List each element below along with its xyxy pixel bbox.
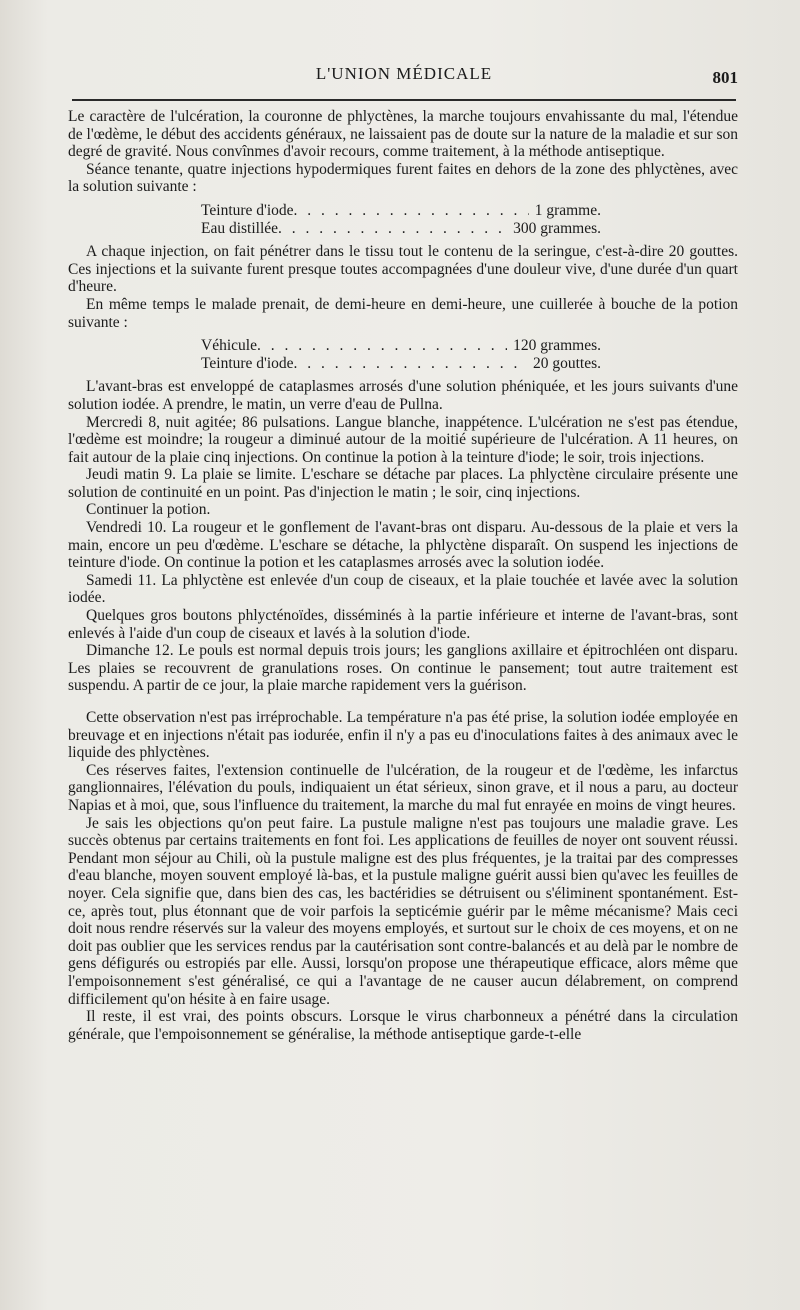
- paragraph: Le caractère de l'ulcération, la couronne de phlyctènes, la marche toujours envahissante du mal, l'étendue de l'œdème, le début des accidents généraux, ne laissaient pas de doute sur la nature de la maladie et sur son degré de gravité. Nous convînmes d'avoir recours, comme traitement, à la méthode antiseptique.: [68, 108, 738, 161]
- leader-dots: [278, 220, 507, 238]
- running-title: L'UNION MÉDICALE: [315, 64, 493, 83]
- paragraph: A chaque injection, on fait pénétrer dans le tissu tout le contenu de la seringue, c'est-à-dire 20 gouttes. Ces injections et la suivante furent presque toutes accompagnées d'une douleur vive, d'une durée d'un quart d'heure.: [68, 243, 738, 296]
- formula-row: [201, 220, 601, 238]
- formula-potion: [201, 337, 738, 372]
- page-header: [70, 62, 738, 92]
- body-text: [68, 108, 738, 1043]
- leader-dots: [294, 202, 529, 220]
- paragraph: Quelques gros boutons phlycténoïdes, disséminés à la partie inférieure et interne de l'avant-bras, sont enlevés à l'aide d'un coup de ciseaux et lavés à la solution d'iode.: [68, 607, 738, 642]
- formula-row: [201, 202, 601, 220]
- paragraph: Ces réserves faites, l'extension continuelle de l'ulcération, de la rougeur et de l'œdème, les infarctus ganglionnaires, l'élévation du pouls, indiquaient un état sérieux, sinon grave, et il nous a paru, au docteur Napias et à moi, que, sous l'influence du traitement, la marche du mal fut enrayée en moins de vingt heures.: [68, 761, 738, 814]
- paragraph: Vendredi 10. La rougeur et le gonflement de l'avant-bras ont disparu. Au-dessous de la plaie et vers la main, encore un peu d'œdème. L'eschare se détache, la phlyctène disparaît. On suspend les injections de teinture d'iode. On continue la potion et les cataplasmes arrosés avec la solution iodée.: [68, 519, 738, 572]
- ingredient-name: Véhicule: [201, 337, 257, 355]
- leader-dots: [257, 337, 507, 355]
- leader-dots: [294, 355, 527, 373]
- paragraph: L'avant-bras est enveloppé de cataplasmes arrosés d'une solution phéniquée, et les jours suivants d'une solution iodée. A prendre, le matin, un verre d'eau de Pullna.: [68, 378, 738, 413]
- ingredient-name: Eau distillée: [201, 219, 279, 237]
- header-rule: [72, 99, 736, 101]
- paragraph: Je sais les objections qu'on peut faire. La pustule maligne n'est pas toujours une maladie grave. Les succès obtenus par certains traitements en font foi. Les applications de feuilles de noyer ont souvent réussi. Pendant mon séjour au Chili, où la pustule maligne est des plus fréquentes, je la traitai par des compresses d'eau blanche, moyen souvent employé là-bas, et la pustule maligne guérit aussi bien qu'avec les feuilles de noyer. Cela signifie que, dans bien des cas, les bactéridies se détruisent ou s'éliminent spontanément. Est-ce, après tout, plus étonnant que de voir parfois la septicémie guérir par le même mécanisme? Mais ceci doit nous rendre réservés sur la valeur des moyens employés, et surtout sur le choix de ces moyens, et on ne doit pas oublier que les services rendus par la cautérisation sont contre-balancés et au delà par le nombre de gens défigurés ou estropiés par elle. Aussi, lorsqu'on propose une thérapeutique efficace, alors même que l'empoisonnement s'est généralisé, ce qui a l'avantage de ne causer aucun délabrement, on comprend difficilement qu'on hésite à en faire usage.: [68, 814, 738, 1008]
- paragraph: Mercredi 8, nuit agitée; 86 pulsations. Langue blanche, inappétence. L'ulcération ne s'est pas étendue, l'œdème est moindre; la rougeur a diminué autour de la moitié supérieure de l'ulcération. A 11 heures, on fait autour de la plaie cinq injections. On continue la potion à la teinture d'iode; le soir, trois injections.: [68, 413, 738, 466]
- formula-injection: [201, 202, 738, 237]
- paragraph: Il reste, il est vrai, des points obscurs. Lorsque le virus charbonneux a pénétré dans la circulation générale, que l'empoisonnement se généralise, la méthode antiseptique garde-t-elle: [68, 1008, 738, 1043]
- ingredient-name: Teinture d'iode: [201, 201, 294, 219]
- ingredient-quantity: 20 gouttes.: [532, 354, 601, 372]
- ingredient-name: Teinture d'iode: [201, 354, 294, 372]
- paragraph: Dimanche 12. Le pouls est normal depuis trois jours; les ganglions axillaire et épitrochléen ont disparu. Les plaies se recouvrent de granulations roses. On continue le pansement; tout autre traitement est suspendu. A partir de ce jour, la plaie marche rapidement vers la guérison.: [68, 642, 738, 695]
- paragraph: Jeudi matin 9. La plaie se limite. L'eschare se détache par places. La phlyctène circulaire présente une solution de continuité en un point. Pas d'injection le matin ; le soir, cinq injections.: [68, 466, 738, 501]
- paragraph: En même temps le malade prenait, de demi-heure en demi-heure, une cuillerée à bouche de la potion suivante :: [68, 295, 738, 331]
- ingredient-quantity: 1 gramme.: [534, 201, 601, 219]
- page-number: 801: [712, 68, 738, 87]
- ingredient-quantity: 120 grammes.: [513, 337, 601, 355]
- paragraph: Cette observation n'est pas irréprochable. La température n'a pas été prise, la solution iodée employée en breuvage et en injections n'était pas iodurée, enfin il n'y a pas eu d'inoculations faites à des animaux avec le liquide des phlyctènes.: [68, 709, 738, 762]
- paragraph: Séance tenante, quatre injections hypodermiques furent faites en dehors de la zone des phlyctènes, avec la solution suivante :: [68, 160, 738, 196]
- formula-row: [201, 337, 601, 355]
- paragraph: Samedi 11. La phlyctène est enlevée d'un coup de ciseaux, et la plaie touchée et lavée avec la solution iodée.: [68, 571, 738, 607]
- formula-row: [201, 355, 601, 373]
- paragraph: Continuer la potion.: [86, 501, 211, 519]
- ingredient-quantity: 300 grammes.: [513, 219, 601, 237]
